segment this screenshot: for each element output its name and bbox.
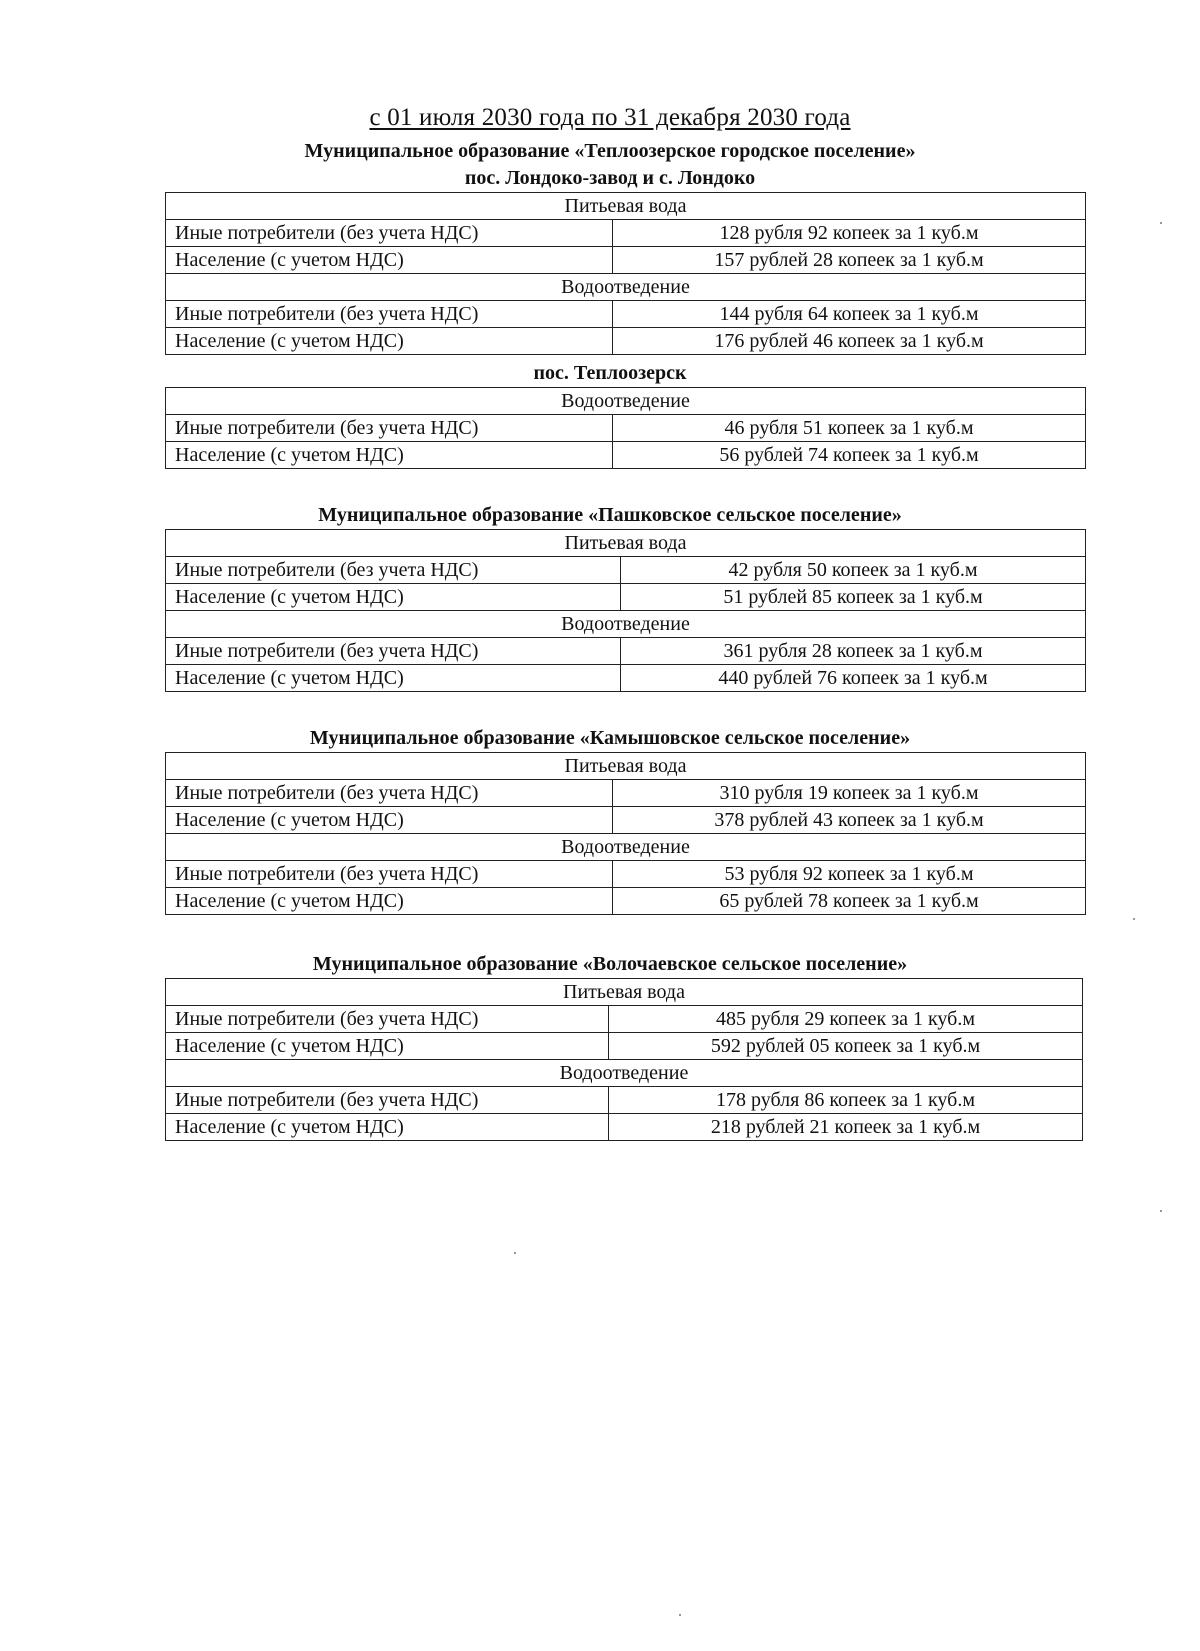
table-row <box>166 753 1086 780</box>
table-row <box>166 415 1086 442</box>
page-title: с 01 июля 2030 года по 31 декабря 2030 года <box>369 104 851 131</box>
table-row <box>166 220 1086 247</box>
table-row <box>166 442 1086 469</box>
row-value: 128 рубля 92 копеек за 1 куб.м <box>613 220 1086 247</box>
subheading-londoko: пос. Лондоко-завод и с. Лондоко <box>464 167 756 189</box>
row-value: 485 рубля 29 копеек за 1 куб.м <box>609 1006 1083 1033</box>
section-heading-pashkovskoe: Муниципальное образование «Пашковское сельское поселение» <box>318 504 902 526</box>
table-row <box>166 247 1086 274</box>
row-label: Население (с учетом НДС) <box>166 247 613 274</box>
table-row <box>166 780 1086 807</box>
row-label: Население (с учетом НДС) <box>166 807 613 834</box>
table-row <box>166 328 1086 355</box>
tariff-table-londoko <box>165 192 1086 355</box>
row-label: Иные потребители (без учета НДС) <box>166 220 613 247</box>
row-label: Население (с учетом НДС) <box>166 1033 609 1060</box>
row-label: Иные потребители (без учета НДС) <box>166 638 621 665</box>
row-value: 53 рубля 92 копеек за 1 куб.м <box>613 861 1086 888</box>
table-row <box>166 638 1086 665</box>
tariff-table-pashkovskoe <box>165 529 1086 692</box>
row-value: 51 рублей 85 копеек за 1 куб.м <box>621 584 1086 611</box>
scan-speck <box>1133 918 1135 920</box>
row-label: Население (с учетом НДС) <box>166 888 613 915</box>
row-value: 361 рубля 28 копеек за 1 куб.м <box>621 638 1086 665</box>
table-row <box>166 834 1086 861</box>
table-row <box>166 274 1086 301</box>
subheading-teploozersk: пос. Теплоозерск <box>533 362 687 384</box>
row-label: Население (с учетом НДС) <box>166 1114 609 1141</box>
table-row <box>166 665 1086 692</box>
table-row <box>166 888 1086 915</box>
row-value: 176 рублей 46 копеек за 1 куб.м <box>613 328 1086 355</box>
table-row <box>166 807 1086 834</box>
row-value: 178 рубля 86 копеек за 1 куб.м <box>609 1087 1083 1114</box>
row-label: Население (с учетом НДС) <box>166 328 613 355</box>
row-label: Иные потребители (без учета НДС) <box>166 301 613 328</box>
tariff-table-teploozersk <box>165 387 1086 469</box>
table-row <box>166 301 1086 328</box>
tariff-table-kamyshovskoe <box>165 752 1086 915</box>
row-value: 378 рублей 43 копеек за 1 куб.м <box>613 807 1086 834</box>
table-row <box>166 388 1086 415</box>
service-heading: Питьевая вода <box>166 530 1086 557</box>
table-row <box>166 1060 1083 1087</box>
row-value: 144 рубля 64 копеек за 1 куб.м <box>613 301 1086 328</box>
service-heading: Водоотведение <box>166 388 1086 415</box>
service-heading: Питьевая вода <box>166 753 1086 780</box>
row-label: Иные потребители (без учета НДС) <box>166 415 613 442</box>
row-value: 157 рублей 28 копеек за 1 куб.м <box>613 247 1086 274</box>
row-value: 592 рублей 05 копеек за 1 куб.м <box>609 1033 1083 1060</box>
table-row <box>166 1006 1083 1033</box>
service-heading: Водоотведение <box>166 834 1086 861</box>
scan-speck <box>1160 1210 1162 1212</box>
table-row <box>166 979 1083 1006</box>
service-heading: Питьевая вода <box>166 979 1083 1006</box>
service-heading: Водоотведение <box>166 1060 1083 1087</box>
row-value: 56 рублей 74 копеек за 1 куб.м <box>613 442 1086 469</box>
service-heading: Питьевая вода <box>166 193 1086 220</box>
row-value: 440 рублей 76 копеек за 1 куб.м <box>621 665 1086 692</box>
row-label: Иные потребители (без учета НДС) <box>166 1006 609 1033</box>
table-row <box>166 1114 1083 1141</box>
row-label: Население (с учетом НДС) <box>166 665 621 692</box>
table-row <box>166 557 1086 584</box>
row-value: 310 рубля 19 копеек за 1 куб.м <box>613 780 1086 807</box>
row-label: Иные потребители (без учета НДС) <box>166 780 613 807</box>
scan-speck <box>1160 222 1162 224</box>
scan-speck <box>679 1614 681 1616</box>
table-row <box>166 1087 1083 1114</box>
service-heading: Водоотведение <box>166 274 1086 301</box>
row-label: Иные потребители (без учета НДС) <box>166 557 621 584</box>
row-value: 65 рублей 78 копеек за 1 куб.м <box>613 888 1086 915</box>
table-row <box>166 611 1086 638</box>
table-row <box>166 861 1086 888</box>
row-value: 46 рубля 51 копеек за 1 куб.м <box>613 415 1086 442</box>
service-heading: Водоотведение <box>166 611 1086 638</box>
row-label: Иные потребители (без учета НДС) <box>166 1087 609 1114</box>
row-value: 218 рублей 21 копеек за 1 куб.м <box>609 1114 1083 1141</box>
table-row <box>166 530 1086 557</box>
section-heading-teploozerskoe: Муниципальное образование «Теплоозерское городское поселение» <box>304 140 916 162</box>
row-label: Население (с учетом НДС) <box>166 442 613 469</box>
section-heading-volochaevskoe: Муниципальное образование «Волочаевское сельское поселение» <box>312 953 908 975</box>
row-label: Иные потребители (без учета НДС) <box>166 861 613 888</box>
row-value: 42 рубля 50 копеек за 1 куб.м <box>621 557 1086 584</box>
table-row <box>166 584 1086 611</box>
table-row <box>166 193 1086 220</box>
row-label: Население (с учетом НДС) <box>166 584 621 611</box>
tariff-table-volochaevskoe <box>165 978 1083 1141</box>
table-row <box>166 1033 1083 1060</box>
scan-speck <box>514 1252 516 1254</box>
section-heading-kamyshovskoe: Муниципальное образование «Камышовское сельское поселение» <box>309 727 911 749</box>
